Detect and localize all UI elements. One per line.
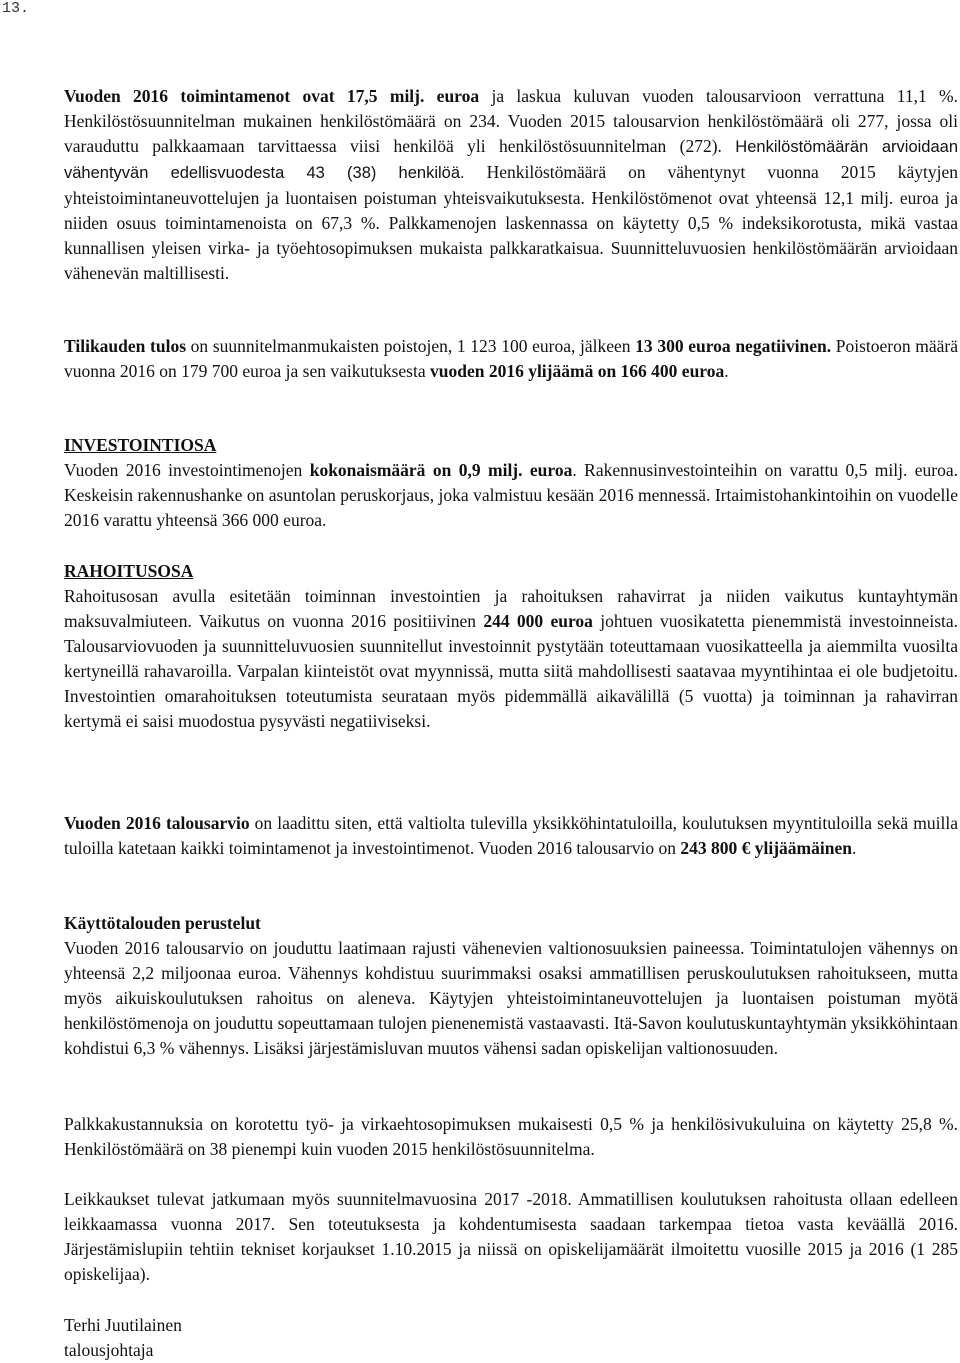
heading-text: RAHOITUSOSA: [64, 561, 194, 581]
paragraph-financial-result: [64, 334, 958, 384]
paragraph-investment: [64, 458, 958, 533]
bold-text: Vuoden 2016 talousarvio: [64, 813, 250, 833]
paragraph-budget-2016: [64, 811, 958, 861]
signature-name: [64, 1313, 958, 1338]
text: ja laskua kuluvan vuoden talousarvioon verrattuna 11,1 %. Henkilöstösuunnitelman mukainen henkilöstömäärä on 234. Vuoden 2015 talousarvion henkilöstömäärä oli 277, jossa oli varauduttu palkkaamaan tarvittaessa viisi henkilöä yli henkilöstösuunnitelman (272).: [64, 86, 959, 156]
text: Leikkaukset tulevat jatkumaan myös suunnitelmavuosina 2017 -2018. Ammatillisen koulutuksen rahoitusta ollaan edelleen leikkaamassa vuonna 2017. Sen toteutuksesta ja kohdentumisesta saadaan tarkempaa tietoa vasta keväällä 2016. Järjestämislupiin tehtiin tekniset korjaukset 1.10.2015 ja niissä on opiskelijamäärät ilmoitettu vuosille 2015 ja 2016 (1 285 opiskelijaa).: [64, 1189, 958, 1284]
paragraph-operating-costs: [64, 84, 958, 286]
heading-text: INVESTOINTIOSA: [64, 435, 217, 455]
bold-text: Vuoden 2016 toimintamenot ovat 17,5 milj. euroa: [64, 86, 480, 106]
text: talousjohtaja: [64, 1340, 154, 1360]
text: Terhi Juutilainen: [64, 1315, 182, 1335]
bold-text: 243 800 € ylijäämäinen: [680, 838, 852, 858]
heading-text: Käyttötalouden perustelut: [64, 913, 261, 933]
bold-text: kokonaismäärä on 0,9 milj. euroa: [309, 460, 573, 480]
bold-text: vuoden 2016 ylijäämä on 166 400 euroa: [429, 361, 725, 381]
paragraph-operating-budget-3: [64, 1187, 958, 1287]
bold-text: 244 000 euroa: [483, 611, 593, 631]
text: Poistoeron määrä vuonna 2016 on 179 700 euroa ja sen vaikutuksesta: [64, 336, 959, 381]
text: .: [724, 361, 729, 381]
bold-text: Tilikauden tulos: [64, 336, 187, 356]
text: on laadittu siten, että valtiolta tulevilla yksikköhintatuloilla, koulutuksen myyntituloilla sekä muilla tuloilla katetaan kaikki toimintamenot ja investointimenot. Vuoden 2016 talousarvio on: [64, 813, 958, 858]
text: Vuoden 2016 talousarvio on jouduttu laatimaan rajusti vähenevien valtionosuuksien paineessa. Toimintatulojen vähennys on yhteensä 2,2 miljoonaa euroa. Vähennys kohdistuu suurimmaksi osaksi ammatillisen peruskoulutuksen rahoitukseen, mutta myös aikuiskoulutuksen rahoitus on aleneva. Käytyjen yhteistoimintaneuvottelujen ja luontaisen poistuman myötä henkilöstömenoja on jouduttu sopeuttamaan tulojen pienenemistä vastaavasti. Itä-Savon koulutuskuntayhtymän yksikköhintaan kohdistui 6,3 % vähennys. Lisäksi järjestämisluvan muutos vähensi sadan opiskelijan valtionosuuden.: [64, 938, 958, 1058]
text: .: [851, 838, 857, 858]
section-heading-investment: [64, 433, 958, 458]
text: Henkilöstömäärä on vähentynyt vuonna 2015 käytyjen yhteistoimintaneuvottelujen ja luontaisen poistuman yhteisvaikutuksesta. Henkilöstömenot ovat yhteensä 12,1 milj. euroa ja niiden osuus toimintamenoista on 67,3 %. Palkkamenojen laskennassa on käytetty 0,5 % indeksikorotusta, mikä vastaa kunnallisen yleisen virka- ja työehtosopimuksen mukaista palkkaratkaisua. Suunnitteluvuosien henkilöstömäärän arvioidaan vähenevän maltillisesti.: [64, 162, 958, 283]
page-number: 13.: [2, 0, 30, 17]
section-heading-operating-budget: [64, 911, 958, 936]
text: Rahoitusosan avulla esitetään toiminnan investointien ja rahoituksen rahavirrat ja niiden vaikutus kuntayhtymän maksuvalmiuteen. Vaikutus on vuonna 2016 positiivinen: [64, 586, 958, 631]
paragraph-operating-budget-2: [64, 1112, 958, 1162]
text: Vuoden 2016 investointimenojen: [64, 460, 310, 480]
text: Palkkakustannuksia on korotettu työ- ja virkaehtosopimuksen mukaisesti 0,5 % ja henkilösivukuluina on käytetty 25,8 %. Henkilöstömäärä on 38 pienempi kuin vuoden 2015 henkilöstösuunnitelma.: [64, 1114, 958, 1159]
paragraph-financing: [64, 584, 958, 734]
section-heading-financing: [64, 559, 958, 584]
bold-text: 13 300 euroa negatiivinen.: [635, 336, 832, 356]
paragraph-operating-budget-1: [64, 936, 958, 1061]
text-sans: Henkilöstömäärän arvioidaan vähentyvän edellisvuodesta 43 (38) henkilöä.: [64, 138, 959, 182]
signature-title: [64, 1338, 958, 1363]
text: johtuen vuosikatetta pienemmistä investoinneista. Talousarviovuoden ja suunnitteluvuosien suunnitellut investoinnit pystytään toteuttamaan vuosikatteella ja aiemmilta vuosilta kertyneillä rahavaroilla. Varpalan kiinteistöt ovat myynnissä, mutta siitä mahdollisesti saatavaa myyntihintaa ei ole budjetoitu. Investointien omarahoituksen toteutumista seurataan myös pidemmällä aikavälillä (5 vuotta) ja toiminnan ja rahavirran kertymä ei saisi muodostua pysyvästi negatiiviseksi.: [64, 611, 959, 731]
text: . Rakennusinvestointeihin on varattu 0,5 milj. euroa. Keskeisin rakennushanke on asuntolan peruskorjaus, joka valmistuu kesään 2016 mennessä. Irtaimistohankintoihin on vuodelle 2016 varattu yhteensä 366 000 euroa.: [64, 460, 958, 530]
text: on suunnitelmanmukaisten poistojen, 1 123 100 euroa, jälkeen: [186, 336, 636, 356]
